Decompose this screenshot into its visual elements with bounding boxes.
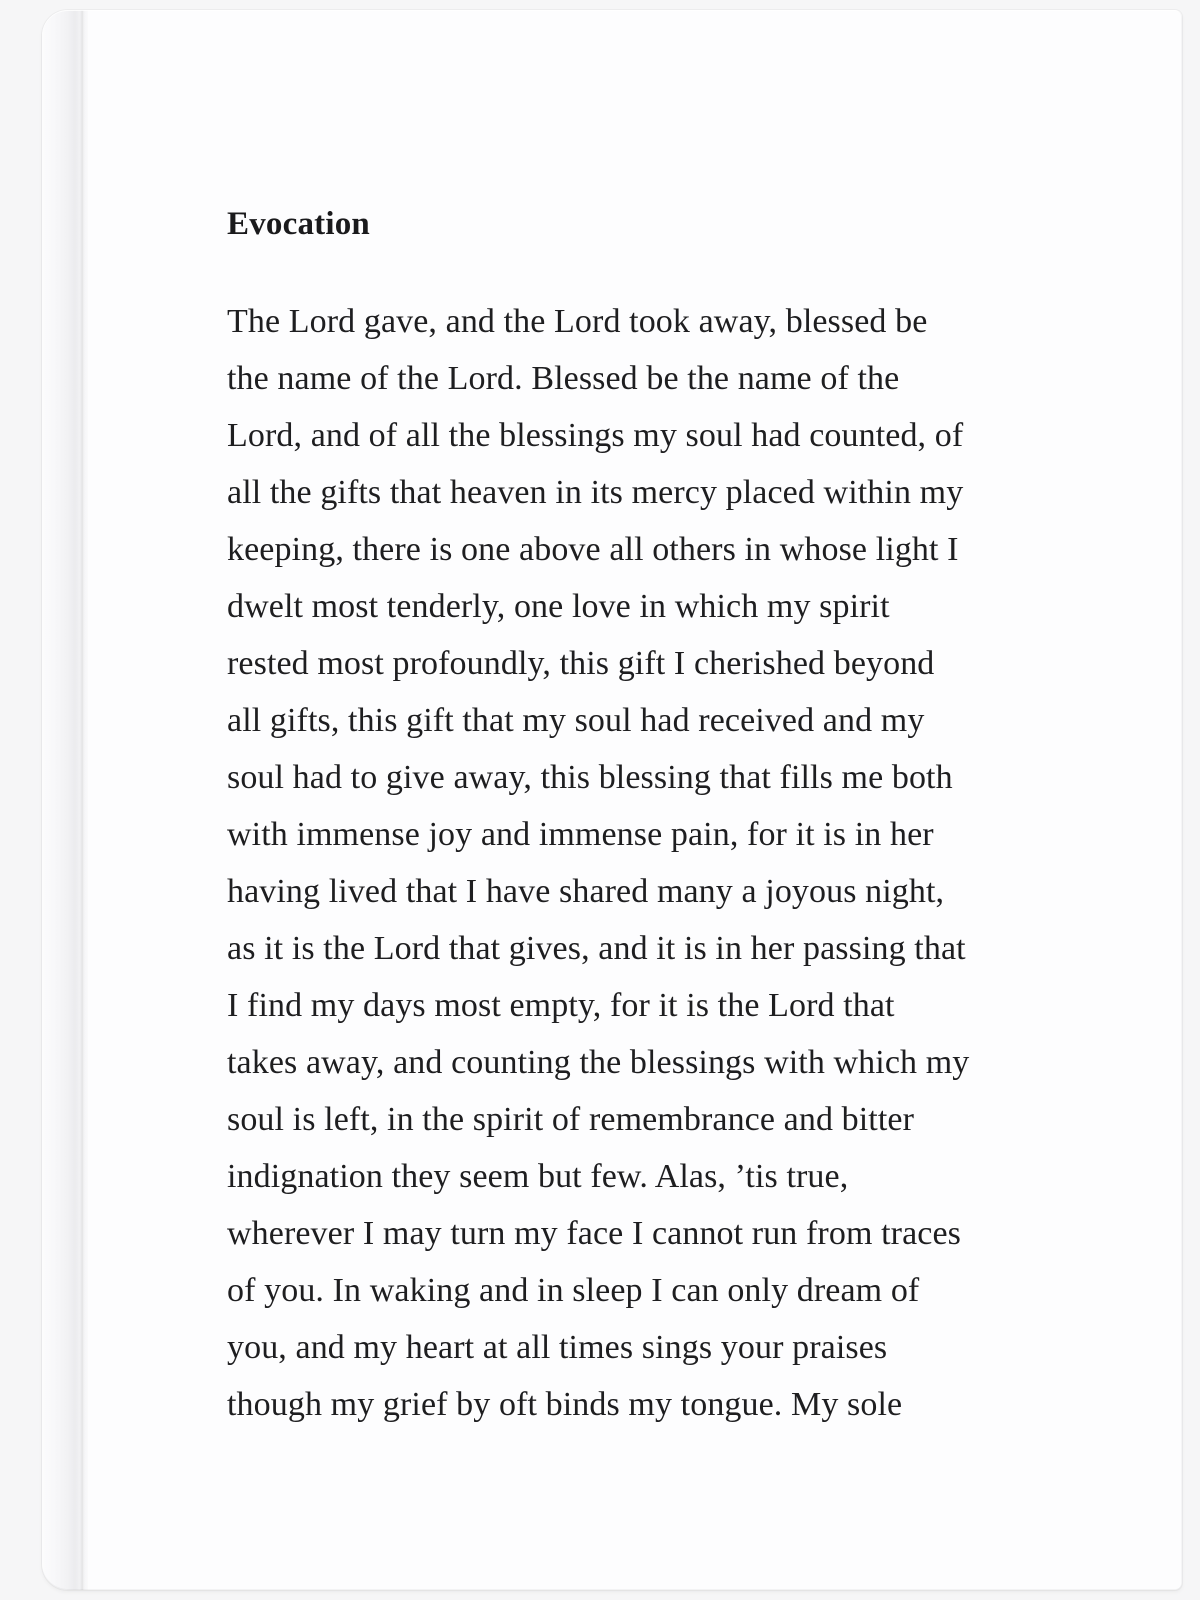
body-text-line: though my grief by oft binds my tongue. My sole	[227, 1386, 903, 1423]
body-text-line: indignation they seem but few. Alas, ’tis true,	[227, 1158, 849, 1195]
body-text-line: of you. In waking and in sleep I can only dream of	[227, 1272, 920, 1309]
body-text-line: wherever I may turn my face I cannot run from traces	[227, 1215, 961, 1252]
body-text-line: rested most profoundly, this gift I cherished beyond	[227, 645, 935, 682]
body-text-line: keeping, there is one above all others in whose light I	[227, 531, 959, 568]
body-text-line: as it is the Lord that gives, and it is in her passing that	[227, 930, 966, 967]
book-page	[42, 10, 1182, 1590]
body-text-line: dwelt most tenderly, one love in which my spirit	[227, 588, 890, 625]
body-text-line: all gifts, this gift that my soul had received and my	[227, 702, 925, 739]
body-text-line: with immense joy and immense pain, for it is in her	[227, 816, 934, 853]
body-text-line: soul is left, in the spirit of remembrance and bitter	[227, 1101, 914, 1138]
chapter-title: Evocation	[227, 206, 370, 243]
body-text-line: the name of the Lord. Blessed be the name of the	[227, 360, 900, 397]
body-text-line: soul had to give away, this blessing that fills me both	[227, 759, 953, 796]
body-text-line: takes away, and counting the blessings with which my	[227, 1044, 970, 1081]
binding-crease	[80, 10, 85, 1590]
body-text-line: I find my days most empty, for it is the Lord that	[227, 987, 895, 1024]
body-text-line: Lord, and of all the blessings my soul had counted, of	[227, 417, 964, 454]
body-text-line: The Lord gave, and the Lord took away, blessed be	[227, 303, 928, 340]
body-text-line: all the gifts that heaven in its mercy placed within my	[227, 474, 964, 511]
body-text-line: you, and my heart at all times sings your praises	[227, 1329, 888, 1366]
body-text-line: having lived that I have shared many a joyous night,	[227, 873, 945, 910]
body-text-block	[227, 293, 1067, 1433]
